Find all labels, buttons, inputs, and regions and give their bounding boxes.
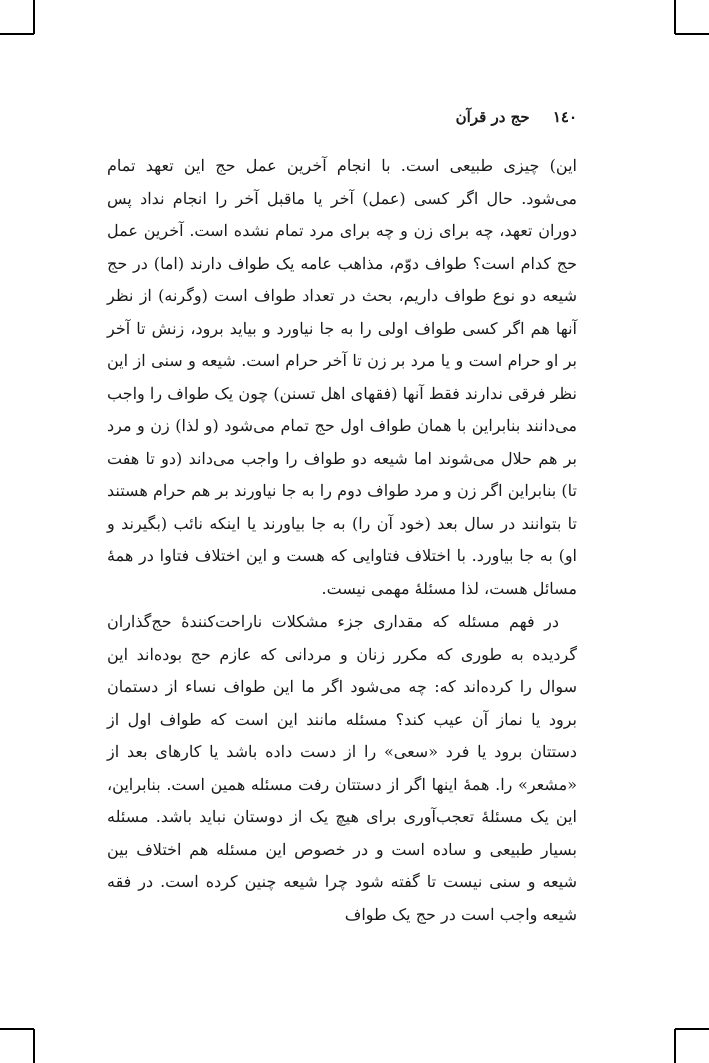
crop-mark-top-left-h — [0, 33, 34, 35]
crop-mark-bottom-right-h — [675, 1028, 709, 1030]
crop-mark-top-right-v — [674, 0, 676, 34]
crop-mark-bottom-right-v — [674, 1029, 676, 1063]
crop-mark-top-right-h — [675, 33, 709, 35]
crop-mark-bottom-left-v — [33, 1029, 35, 1063]
crop-mark-top-left-v — [33, 0, 35, 34]
running-title: حج در قرآن — [455, 108, 530, 126]
page-body — [107, 150, 577, 931]
running-header — [107, 108, 577, 126]
crop-mark-bottom-left-h — [0, 1028, 34, 1030]
paragraph-1: این) چیزی طبیعی است. با انجام آخرین عمل حج این تعهد تمام می‌شود. حال اگر کسی (عمل) آخر یا ماقبل آخر را انجام نداد پس دوران تعهد، چه برای زن و چه برای مرد تمام نشده است. آخرین عمل حج کدام است؟ طواف دوّم، مذاهب عامه یک طواف دارند (اما) در حج شیعه دو نوع طواف داریم، بحث در تعداد طواف است (وگرنه) از نظر آنها هم اگر کسی طواف اولی را به جا نیاورد و بیاید برود، زنش تا آخر بر او حرام است و یا مرد بر زن تا آخر حرام است. شیعه و سنی از این نظر فرقی ندارند فقط آنها (فقهای اهل تسنن) چون یک طواف را واجب می‌دانند بنابراین با همان طواف اول حج تمام می‌شود (و لذا) زن و مرد بر هم حلال می‌شوند اما شیعه دو طواف را واجب می‌داند (دو تا هفت تا) بنابراین اگر زن و مرد طواف دوم را به جا نیاورند بر هم حرام هستند تا بتوانند در سال بعد (خود آن را) به جا بیاورند یا اینکه نائب (بگیرند و او) به جا بیاورد. با اختلاف فتاوایی که هست و این اختلاف فتاوا در همهٔ مسائل هست، لذا مسئلهٔ مهمی نیست. — [107, 156, 578, 598]
paragraph-2: در فهم مسئله که مقداری جزء مشکلات ناراحت‌کنندهٔ حج‌گذاران گردیده به طوری که مکرر زنان و مردانی که عازم حج بوده‌اند این سوال را کرده‌اند که: چه می‌شود اگر ما این طواف نساء از دستمان برود یا نماز آن عیب کند؟ مسئله مانند این است که طواف اول از دستتان برود یا فرد «سعی» را از دست داده باشد یا کارهای بعد از «مشعر» را. همهٔ اینها اگر از دستتان رفت مسئله همین است. بنابراین، این یک مسئلهٔ تعجب‌آوری برای هیچ یک از دوستان نباید باشد. مسئله بسیار طبیعی و ساده است و در خصوص این مسئله هم اختلاف بین شیعه و سنی نیست تا گفته شود چرا شیعه چنین کرده است. در فقه شیعه واجب است در حج یک طواف — [107, 612, 578, 924]
page-number: ١٤٠ — [552, 108, 577, 126]
